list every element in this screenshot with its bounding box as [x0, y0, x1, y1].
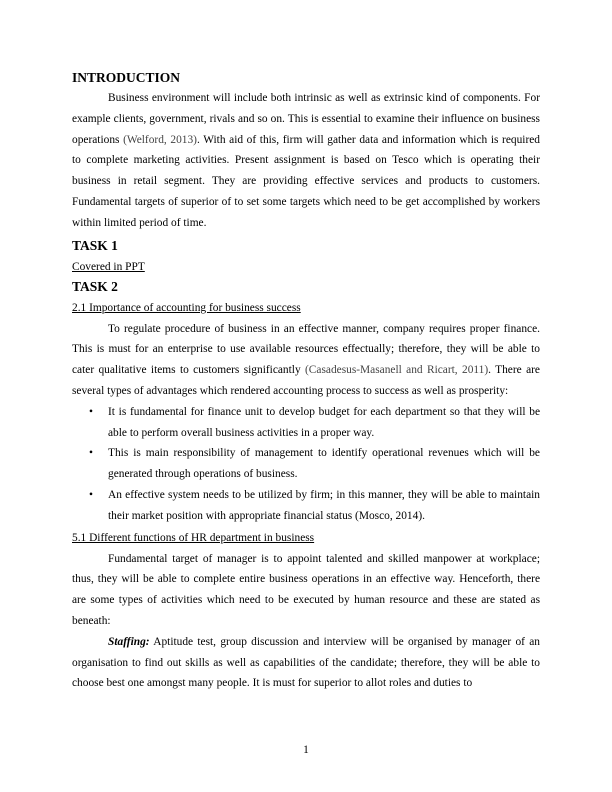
list-item: [72, 443, 540, 485]
introduction-heading: INTRODUCTION: [72, 70, 181, 85]
section-2-1-text: To regulate procedure of business in an effective manner, company requires proper finance. This is must for an enterprise to use available resources effectually; therefore, they will be able to cater qualitative items to customers significantly: [72, 322, 540, 377]
section-5-1-title: 5.1 Different functions of HR department in business: [72, 531, 315, 544]
bullet-icon: •: [89, 447, 93, 460]
introduction-text: Business environment will include both intrinsic as well as extrinsic kind of components. For example clients, government, rivals and so on. This is essential to examine their influence on business operations: [72, 92, 540, 146]
task-2-heading: TASK 2: [72, 278, 118, 294]
task-1-heading: TASK 1: [72, 237, 118, 253]
section-2-1-paragraph: [72, 319, 540, 402]
list-item: [72, 485, 540, 527]
accounting-benefits-list: [72, 402, 540, 527]
staffing-term: Staffing:: [108, 635, 150, 648]
citation-welford: (Welford, 2013): [123, 133, 197, 146]
list-item-text: An effective system needs to be utilized by firm; in this manner, they will be able to maintain their market position with appropriate financial status (Mosco, 2014).: [108, 488, 540, 522]
list-item: [72, 402, 540, 444]
page-number: 1: [303, 744, 309, 756]
section-5-1-paragraph: Fundamental target of manager is to appoint talented and skilled manpower at workplace; thus, they will be able to complete entire business operations in an effective way. Henceforth, there are some types of activities which need to be executed by human resource and these are stated as beneath:: [72, 552, 540, 627]
bullet-icon: •: [89, 488, 93, 501]
section-2-1-title: 2.1 Importance of accounting for business success: [72, 301, 301, 314]
staffing-text: Aptitude test, group discussion and interview will be organised by manager of an organisation to find out skills as well as capabilities of the candidate; therefore, they will be able to choose best one amongst many people. It is must for superior to allot roles and duties to: [72, 635, 540, 690]
document-page: [72, 70, 540, 694]
covered-in-ppt-link[interactable]: Covered in PPT: [72, 260, 145, 273]
list-item-text: It is fundamental for finance unit to develop budget for each department so that they will be able to perform overall business activities in a proper way.: [108, 405, 540, 439]
bullet-icon: •: [89, 405, 93, 418]
citation-casadesus: (Casadesus-Masanell and Ricart, 2011): [305, 364, 489, 377]
introduction-text-rest: . With aid of this, firm will gather data and information which is required to complete marketing activities. Present assignment is based on Tesco which is operating their business in retail segment. They are providing effective services and products to customers. Fundamental targets of superior of to set some targets which need to be get accomplished by workers within limited period of time.: [72, 133, 540, 229]
staffing-paragraph: [72, 632, 540, 694]
introduction-paragraph: [72, 88, 540, 234]
section-2-1-text-rest: . There are several types of advantages which rendered accounting process to success as well as prosperity:: [72, 364, 540, 397]
list-item-text: This is main responsibility of management to identify operational revenues which will be generated through operations of business.: [108, 447, 540, 481]
